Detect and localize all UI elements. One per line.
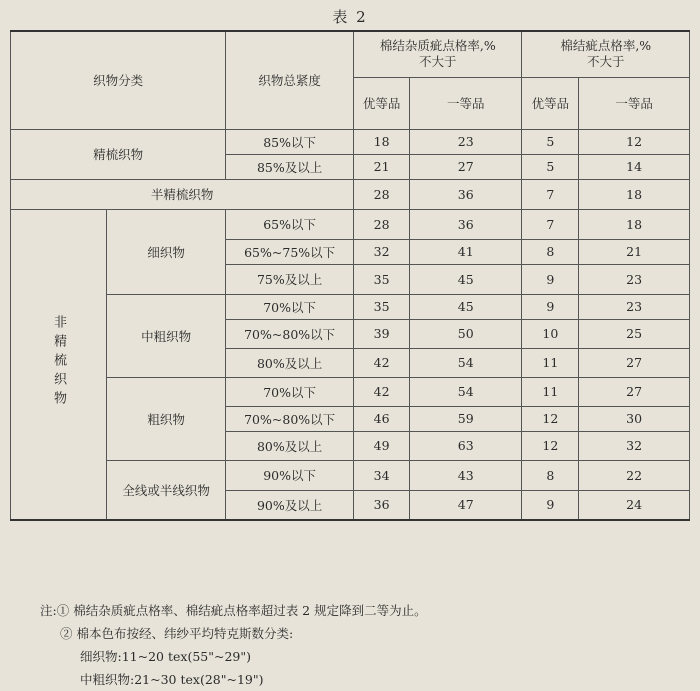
category-semi-combed: 半精梳织物 xyxy=(11,179,354,209)
density-cell: 80%及以上 xyxy=(226,348,354,377)
note-3-text: 细织物:11~20 tex(55"~29") xyxy=(80,649,251,664)
header-first-1: 一等品 xyxy=(410,77,522,129)
value-cell: 43 xyxy=(410,460,522,490)
note-2-text: ② 棉本色布按经、纬纱平均特克斯数分类: xyxy=(60,626,294,641)
value-cell: 27 xyxy=(410,154,522,179)
table-row xyxy=(11,129,690,154)
value-cell: 7 xyxy=(522,179,579,209)
quality-table xyxy=(10,30,690,521)
density-cell: 80%及以上 xyxy=(226,431,354,460)
density-cell: 65%~75%以下 xyxy=(226,239,354,264)
value-cell: 23 xyxy=(410,129,522,154)
value-cell: 36 xyxy=(410,179,522,209)
header-group2-label: 棉结疵点格率,% xyxy=(560,38,652,54)
value-cell: 21 xyxy=(354,154,410,179)
header-group1-label: 棉结杂质疵点格率,% xyxy=(379,38,496,54)
header-first-2: 一等品 xyxy=(579,77,690,129)
value-cell: 47 xyxy=(410,490,522,520)
note-4-text: 中粗织物:21~30 tex(28"~19") xyxy=(80,672,264,687)
density-cell: 85%以下 xyxy=(226,129,354,154)
note-3 xyxy=(40,645,427,668)
category-full-half-thread: 全线或半线织物 xyxy=(107,460,226,520)
value-cell: 8 xyxy=(522,460,579,490)
value-cell: 32 xyxy=(579,431,690,460)
header-group2 xyxy=(522,31,690,77)
density-cell: 70%~80%以下 xyxy=(226,406,354,431)
value-cell: 14 xyxy=(579,154,690,179)
value-cell: 9 xyxy=(522,490,579,520)
value-cell: 18 xyxy=(579,209,690,239)
value-cell: 5 xyxy=(522,129,579,154)
value-cell: 34 xyxy=(354,460,410,490)
category-non-combed-label: 非精梳织物 xyxy=(51,315,66,411)
value-cell: 24 xyxy=(579,490,690,520)
value-cell: 42 xyxy=(354,348,410,377)
value-cell: 63 xyxy=(410,431,522,460)
value-cell: 11 xyxy=(522,377,579,406)
note-4 xyxy=(40,668,427,691)
header-excellent-1: 优等品 xyxy=(354,77,410,129)
value-cell: 12 xyxy=(579,129,690,154)
value-cell: 5 xyxy=(522,154,579,179)
value-cell: 41 xyxy=(410,239,522,264)
value-cell: 46 xyxy=(354,406,410,431)
value-cell: 32 xyxy=(354,239,410,264)
value-cell: 18 xyxy=(579,179,690,209)
value-cell: 10 xyxy=(522,319,579,348)
table-row xyxy=(11,377,690,406)
note-prefix: 注: xyxy=(40,603,57,618)
header-group2-sub: 不大于 xyxy=(586,54,625,70)
value-cell: 30 xyxy=(579,406,690,431)
category-medium: 中粗织物 xyxy=(107,294,226,377)
value-cell: 45 xyxy=(410,264,522,294)
note-2 xyxy=(40,622,427,645)
value-cell: 35 xyxy=(354,264,410,294)
value-cell: 12 xyxy=(522,431,579,460)
density-cell: 65%以下 xyxy=(226,209,354,239)
value-cell: 42 xyxy=(354,377,410,406)
value-cell: 27 xyxy=(579,348,690,377)
value-cell: 35 xyxy=(354,294,410,319)
header-category: 织物分类 xyxy=(11,31,226,129)
density-cell: 75%及以上 xyxy=(226,264,354,294)
category-non-combed xyxy=(11,209,107,520)
table-row xyxy=(11,460,690,490)
value-cell: 23 xyxy=(579,264,690,294)
value-cell: 8 xyxy=(522,239,579,264)
value-cell: 9 xyxy=(522,264,579,294)
header-excellent-2: 优等品 xyxy=(522,77,579,129)
value-cell: 36 xyxy=(354,490,410,520)
value-cell: 21 xyxy=(579,239,690,264)
table-row xyxy=(11,294,690,319)
value-cell: 36 xyxy=(410,209,522,239)
value-cell: 59 xyxy=(410,406,522,431)
note-1-text: ① 棉结杂质疵点格率、棉结疵点格率超过表 2 规定降到二等为止。 xyxy=(56,603,427,618)
value-cell: 28 xyxy=(354,179,410,209)
value-cell: 22 xyxy=(579,460,690,490)
table-title: 表 2 xyxy=(332,8,368,26)
value-cell: 39 xyxy=(354,319,410,348)
header-group1-sub: 不大于 xyxy=(419,54,457,70)
value-cell: 9 xyxy=(522,294,579,319)
category-fine: 细织物 xyxy=(107,209,226,294)
table-row xyxy=(11,209,690,239)
value-cell: 12 xyxy=(522,406,579,431)
value-cell: 28 xyxy=(354,209,410,239)
value-cell: 7 xyxy=(522,209,579,239)
category-coarse: 粗织物 xyxy=(107,377,226,460)
value-cell: 45 xyxy=(410,294,522,319)
density-cell: 70%以下 xyxy=(226,294,354,319)
value-cell: 25 xyxy=(579,319,690,348)
category-combed: 精梳织物 xyxy=(11,129,226,179)
density-cell: 90%以下 xyxy=(226,460,354,490)
value-cell: 23 xyxy=(579,294,690,319)
value-cell: 49 xyxy=(354,431,410,460)
density-cell: 70%~80%以下 xyxy=(226,319,354,348)
density-cell: 90%及以上 xyxy=(226,490,354,520)
value-cell: 54 xyxy=(410,377,522,406)
value-cell: 27 xyxy=(579,377,690,406)
value-cell: 50 xyxy=(410,319,522,348)
header-density: 织物总紧度 xyxy=(226,31,354,129)
header-group1 xyxy=(354,31,522,77)
note-1 xyxy=(40,599,427,622)
table-notes xyxy=(40,599,427,691)
density-cell: 70%以下 xyxy=(226,377,354,406)
table-row xyxy=(11,179,690,209)
density-cell: 85%及以上 xyxy=(226,154,354,179)
value-cell: 18 xyxy=(354,129,410,154)
value-cell: 54 xyxy=(410,348,522,377)
value-cell: 11 xyxy=(522,348,579,377)
